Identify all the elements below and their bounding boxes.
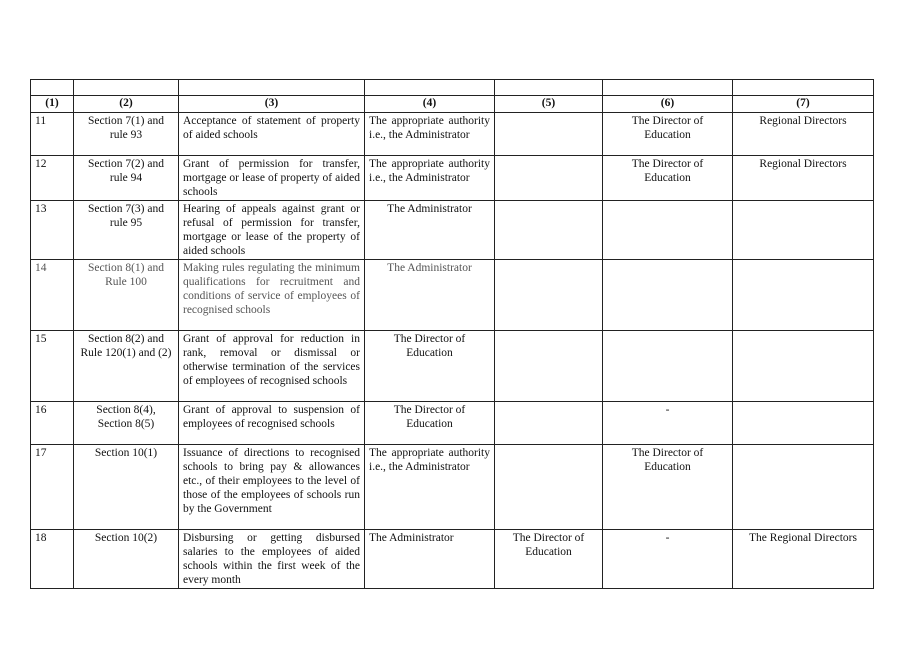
subject-cell: Grant of approval for reduction in rank, removal or dismissal or otherwise termination of the services of employees of recognised schools: [179, 331, 365, 402]
table-row: [31, 331, 874, 402]
column-6-cell: -: [603, 530, 733, 589]
column-5-cell: [495, 331, 603, 402]
table-row: [31, 402, 874, 445]
column-header: (1): [31, 96, 74, 113]
serial-number: 14: [31, 260, 74, 331]
column-7-cell: [733, 445, 874, 530]
column-header: (3): [179, 96, 365, 113]
column-7-cell: Regional Directors: [733, 113, 874, 156]
subject-cell: Hearing of appeals against grant or refusal of permission for transfer, mortgage or lease of the property of aided schools: [179, 201, 365, 260]
column-7-cell: The Regional Directors: [733, 530, 874, 589]
serial-number: 13: [31, 201, 74, 260]
provision-cell: Section 8(2) and Rule 120(1) and (2): [74, 331, 179, 402]
column-6-cell: [603, 331, 733, 402]
authority-cell: The appropriate authority i.e., the Administrator: [365, 445, 495, 530]
column-7-cell: Regional Directors: [733, 156, 874, 201]
table-row: [31, 156, 874, 201]
authority-cell: The Administrator: [365, 260, 495, 331]
subject-cell: Grant of permission for transfer, mortgage or lease of property of aided schools: [179, 156, 365, 201]
column-5-cell: [495, 445, 603, 530]
column-header: (6): [603, 96, 733, 113]
column-7-cell: [733, 331, 874, 402]
provision-cell: Section 8(4), Section 8(5): [74, 402, 179, 445]
table-row: [31, 201, 874, 260]
column-header: (7): [733, 96, 874, 113]
column-6-cell: The Director of Education: [603, 445, 733, 530]
serial-number: 15: [31, 331, 74, 402]
table-row: [31, 260, 874, 331]
subject-cell: Issuance of directions to recognised schools to bring pay & allowances etc., of their employees to the level of those of the employees of schools run by the Government: [179, 445, 365, 530]
column-5-cell: [495, 402, 603, 445]
column-7-cell: [733, 402, 874, 445]
serial-number: 18: [31, 530, 74, 589]
column-header: (4): [365, 96, 495, 113]
column-5-cell: [495, 260, 603, 331]
column-7-cell: [733, 260, 874, 331]
table-row: [31, 113, 874, 156]
authority-cell: The appropriate authority i.e., the Administrator: [365, 113, 495, 156]
column-7-cell: [733, 201, 874, 260]
column-5-cell: [495, 156, 603, 201]
provision-cell: Section 7(1) and rule 93: [74, 113, 179, 156]
column-5-cell: [495, 201, 603, 260]
column-5-cell: The Director of Education: [495, 530, 603, 589]
serial-number: 12: [31, 156, 74, 201]
subject-cell: Making rules regulating the minimum qualifications for recruitment and conditions of service of employees of recognised schools: [179, 260, 365, 331]
provision-cell: Section 10(1): [74, 445, 179, 530]
column-header: (5): [495, 96, 603, 113]
column-6-cell: -: [603, 402, 733, 445]
serial-number: 17: [31, 445, 74, 530]
column-6-cell: [603, 260, 733, 331]
authority-cell: The Director of Education: [365, 402, 495, 445]
authority-cell: The Administrator: [365, 530, 495, 589]
subject-cell: Disbursing or getting disbursed salaries to the employees of aided schools within the first week of the every month: [179, 530, 365, 589]
column-6-cell: [603, 201, 733, 260]
schedule-table: [30, 79, 874, 589]
column-5-cell: [495, 113, 603, 156]
subject-cell: Grant of approval to suspension of employees of recognised schools: [179, 402, 365, 445]
column-6-cell: The Director of Education: [603, 156, 733, 201]
column-6-cell: The Director of Education: [603, 113, 733, 156]
authority-cell: The Director of Education: [365, 331, 495, 402]
column-header: (2): [74, 96, 179, 113]
provision-cell: Section 8(1) and Rule 100: [74, 260, 179, 331]
header-blank-row: [31, 80, 874, 96]
provision-cell: Section 10(2): [74, 530, 179, 589]
serial-number: 11: [31, 113, 74, 156]
table-row: [31, 530, 874, 589]
table-row: [31, 445, 874, 530]
provision-cell: Section 7(2) and rule 94: [74, 156, 179, 201]
subject-cell: Acceptance of statement of property of aided schools: [179, 113, 365, 156]
provision-cell: Section 7(3) and rule 95: [74, 201, 179, 260]
column-number-row: [31, 96, 874, 113]
serial-number: 16: [31, 402, 74, 445]
authority-cell: The appropriate authority i.e., the Administrator: [365, 156, 495, 201]
authority-cell: The Administrator: [365, 201, 495, 260]
